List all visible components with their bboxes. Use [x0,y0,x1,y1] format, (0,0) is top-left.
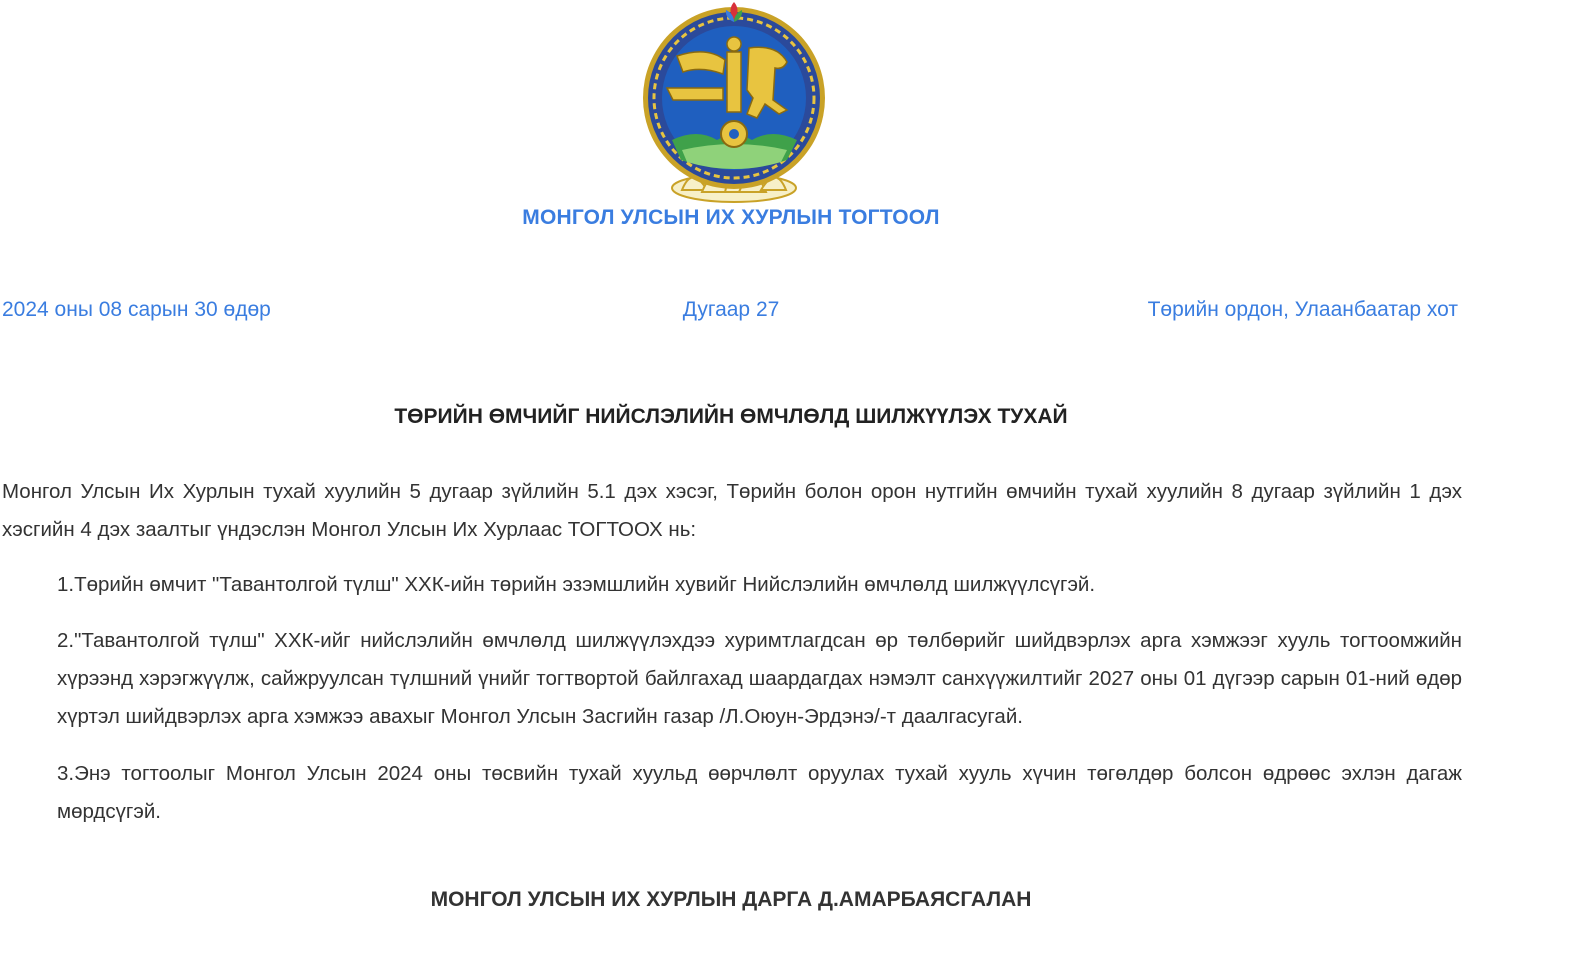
clause-2: 2."Тавантолгой түлш" ХХК-ийг нийслэлийн өмчлөлд шилжүүлэхдээ хуримтлагдсан өр төлбөрийг шийдвэрлэх арга хэмжээг хууль тогтоомжийн хүрээнд хэрэгжүүлж, сайжруулсан түлшний үнийг тогтвортой байлгахад шаардагдах нэмэлт санхүүжилтийг 2027 оны 01 дүгээр сарын 01-ний өдөр хүртэл шийдвэрлэх арга хэмжээ авахыг Монгол Улсын Засгийн газар /Л.Оюун-Эрдэнэ/-т даалгасугай. [57,629,1462,728]
clause-1: 1.Төрийн өмчит "Тавантолгой түлш" ХХК-ийн төрийн эзэмшлийн хувийг Нийслэлийн өмчлөлд шилжүүлсүгэй. [57,573,1096,596]
document-meta [0,298,1462,326]
clause-3: 3.Энэ тогтоолыг Монгол Улсын 2024 оны төсвийн тухай хуульд өөрчлөлт оруулах тухай хууль хүчин төгөлдөр болсон өдрөөс эхлэн дагаж мөрдсүгэй. [57,762,1462,823]
document-date: 2024 оны 08 сарын 30 өдөр [2,298,271,321]
document-title: ТӨРИЙН ӨМЧИЙГ НИЙСЛЭЛИЙН ӨМЧЛӨЛД ШИЛЖҮҮЛЭХ ТУХАЙ [394,405,1068,428]
preamble-paragraph: Монгол Улсын Их Хурлын тухай хуулийн 5 дугаар зүйлийн 5.1 дэх хэсэг, Төрийн болон орон нутгийн өмчийн тухай хуулийн 8 дугаар зүйлийн 1 дэх хэсгийн 4 дэх заалтыг үндэслэн Монгол Улсын Их Хурлаас ТОГТООХ нь: [2,480,1462,541]
state-emblem-of-mongolia-icon [637,0,831,204]
document-place: Төрийн ордон, Улаанбаатар хот [1147,298,1458,321]
signature-line: МОНГОЛ УЛСЫН ИХ ХУРЛЫН ДАРГА Д.АМАРБАЯСГАЛАН [430,888,1032,911]
resolution-heading: МОНГОЛ УЛСЫН ИХ ХУРЛЫН ТОГТООЛ [522,206,940,229]
document-number: Дугаар 27 [682,298,780,321]
